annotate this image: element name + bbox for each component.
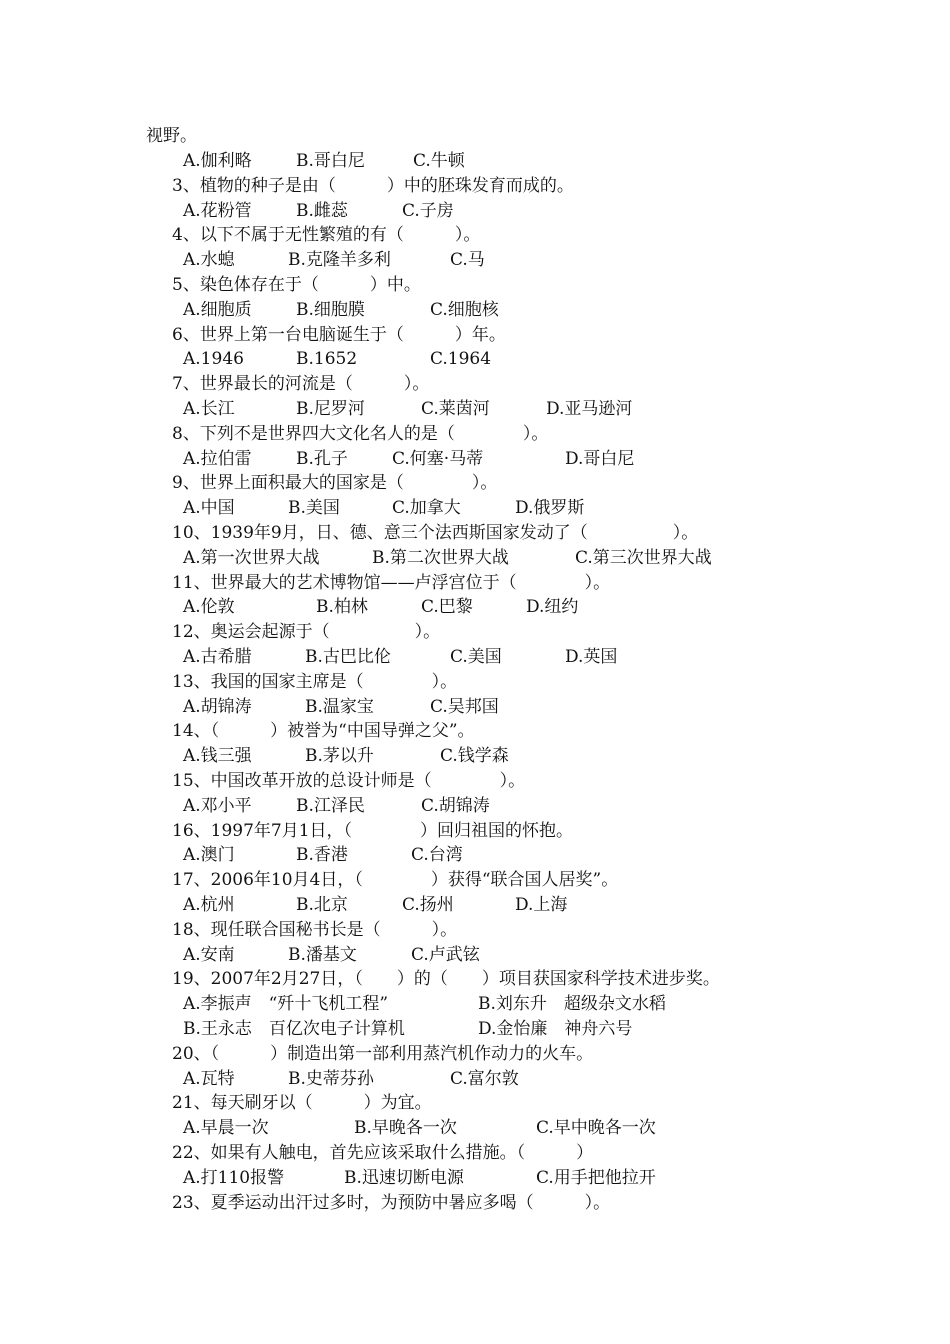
option-text: B.温家宝 — [305, 696, 374, 717]
option-text: B.迅速切断电源 — [344, 1167, 464, 1188]
option-text: C.台湾 — [411, 845, 463, 866]
option-text: D.哥白尼 — [565, 448, 635, 469]
option-text: C.1964 — [430, 349, 492, 370]
option-text: B.刘东升 超级杂文水稻 — [478, 994, 666, 1015]
option-text: A.打110报警 — [183, 1167, 285, 1188]
option-text: A.长江 — [183, 399, 235, 419]
option-text: B.茅以升 — [305, 746, 374, 767]
option-text: B.王永志 百亿次电子计算机 — [183, 1019, 405, 1039]
question-text: 9、世界上面积最大的国家是（ ）。 — [172, 473, 498, 494]
question-text: 23、夏季运动出汗过多时，为预防中暑应多喝（ ）。 — [172, 1192, 611, 1213]
question-text: 7、世界最长的河流是（ ）。 — [172, 374, 430, 395]
option-text: A.胡锦涛 — [183, 696, 252, 717]
option-text: A.古希腊 — [183, 647, 252, 667]
option-text: D.亚马逊河 — [546, 399, 633, 419]
option-text: D.英国 — [565, 647, 618, 667]
question-text: 17、2006年10月4日，（ ）获得“联合国人居奖”。 — [172, 870, 619, 891]
question-text: 18、现任联合国秘书长是（ ）。 — [172, 919, 458, 940]
option-text: C.马 — [450, 250, 485, 271]
option-text: C.子房 — [402, 200, 454, 221]
option-text: A.中国 — [183, 498, 235, 519]
question-text: 14、（ ）被誉为“中国导弹之父”。 — [172, 721, 475, 742]
question-text: 19、2007年2月27日，（ ）的（ ）项目获国家科学技术进步奖。 — [172, 969, 720, 990]
option-text: A.伦敦 — [183, 597, 235, 618]
option-text: D.俄罗斯 — [515, 498, 585, 519]
option-text: C.第三次世界大战 — [575, 547, 712, 568]
option-text: C.何塞·马蒂 — [392, 448, 484, 469]
option-text: B.细胞膜 — [296, 299, 365, 320]
option-text: C.扬州 — [402, 895, 454, 915]
question-text: 22、如果有人触电，首先应该采取什么措施。（ ） — [172, 1143, 594, 1163]
option-text: C.巴黎 — [421, 597, 473, 618]
question-text: 3、植物的种子是由（ ）中的胚珠发育而成的。 — [172, 175, 574, 196]
question-text: 20、（ ）制造出第一部利用蒸汽机作动力的火车。 — [172, 1043, 594, 1064]
option-text: B.古巴比伦 — [305, 647, 391, 667]
question-text: 16、1997年7月1日，（ ）回归祖国的怀抱。 — [172, 820, 574, 841]
option-text: A.早晨一次 — [183, 1118, 269, 1139]
question-text: 13、我国的国家主席是（ ）。 — [172, 671, 458, 692]
option-text: A.第一次世界大战 — [183, 547, 320, 568]
option-text: B.史蒂芬孙 — [288, 1068, 374, 1089]
option-text: A.钱三强 — [183, 746, 252, 767]
option-text: D.金怡廉 神舟六号 — [478, 1019, 633, 1039]
option-text: A.李振声 “歼十飞机工程” — [183, 994, 389, 1015]
option-text: C.美国 — [450, 647, 502, 667]
option-text: B.早晚各一次 — [354, 1118, 457, 1139]
option-text: C.胡锦涛 — [421, 795, 490, 816]
question-text: 8、下列不是世界四大文化名人的是（ ）。 — [172, 423, 549, 444]
continuation-text: 视野。 — [146, 126, 197, 146]
option-text: A.花粉管 — [183, 200, 252, 221]
question-text: 11、世界最大的艺术博物馆——卢浮宫位于（ ）。 — [172, 572, 611, 593]
option-text: A.瓦特 — [183, 1068, 235, 1089]
option-text: B.北京 — [296, 895, 348, 915]
option-text: A.伽利略 — [183, 151, 252, 171]
option-text: A.澳门 — [183, 845, 235, 866]
question-text: 12、奥运会起源于（ ）。 — [172, 622, 441, 643]
question-text: 21、每天刷牙以（ ）为宜。 — [172, 1093, 432, 1114]
option-text: B.孔子 — [296, 448, 348, 469]
option-text: B.雌蕊 — [296, 200, 348, 221]
question-text: 15、中国改革开放的总设计师是（ ）。 — [172, 771, 526, 791]
question-text: 6、世界上第一台电脑诞生于（ ）年。 — [172, 324, 506, 345]
option-text: A.安南 — [183, 944, 235, 965]
option-text: D.纽约 — [526, 597, 579, 618]
option-text: C.吴邦国 — [430, 696, 499, 717]
option-text: C.用手把他拉开 — [536, 1167, 656, 1188]
option-text: B.哥白尼 — [296, 151, 365, 171]
option-text: B.1652 — [296, 349, 358, 370]
option-text: C.莱茵河 — [421, 399, 490, 419]
option-text: A.邓小平 — [183, 795, 252, 816]
question-text: 4、以下不属于无性繁殖的有（ ）。 — [172, 225, 481, 246]
question-text: 5、染色体存在于（ ）中。 — [172, 275, 421, 295]
option-text: B.尼罗河 — [296, 399, 365, 419]
option-text: A.杭州 — [183, 895, 235, 915]
option-text: A.水螅 — [183, 250, 235, 271]
option-text: B.克隆羊多利 — [288, 250, 391, 271]
option-text: B.香港 — [296, 845, 348, 866]
option-text: C.早中晚各一次 — [536, 1118, 656, 1139]
option-text: C.卢武铉 — [411, 944, 480, 965]
option-text: A.细胞质 — [183, 299, 252, 320]
option-text: B.美国 — [288, 498, 340, 519]
option-text: B.江泽民 — [296, 795, 365, 816]
option-text: A.拉伯雷 — [183, 448, 252, 469]
option-text: A.1946 — [183, 349, 244, 370]
option-text: C.牛顿 — [413, 151, 465, 171]
option-text: D.上海 — [515, 895, 568, 915]
option-text: C.钱学森 — [440, 746, 509, 767]
option-text: B.潘基文 — [288, 944, 357, 965]
option-text: C.加拿大 — [392, 498, 461, 519]
option-text: B.第二次世界大战 — [372, 547, 509, 568]
option-text: C.富尔敦 — [450, 1068, 519, 1089]
question-text: 10、1939年9月，日、德、意三个法西斯国家发动了（ ）。 — [172, 523, 699, 543]
option-text: B.柏林 — [316, 597, 368, 618]
option-text: C.细胞核 — [430, 299, 499, 320]
